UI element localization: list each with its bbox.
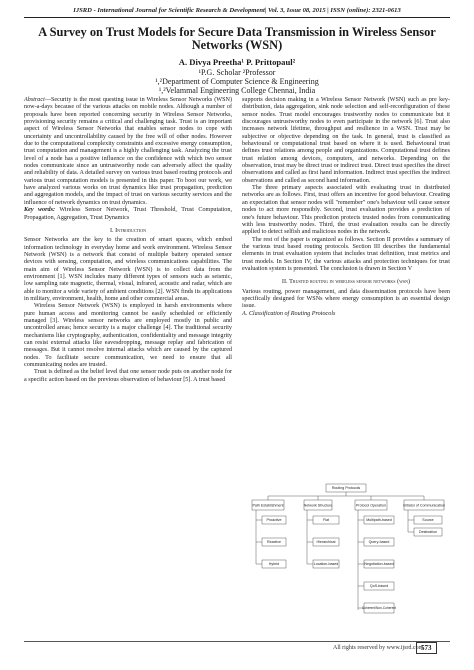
section-number: II. (281, 278, 290, 286)
section-title: Trusted routing in wireless sensor networks (wsn) (289, 278, 411, 286)
section-number: I. (109, 226, 116, 234)
routing-protocols-diagram (246, 483, 446, 615)
paragraph: supports decision making in a Wireless Sensor Network (WSN) such as pre key-distribution, data aggregation, sink node selection and self-reconfiguration of these sensor nodes. Trust model encourages trustworthy nodes to communicate but it discourages untrustworthy nodes to even participate in the network [6]. Trust also increases network lifetime, throughput and resilience in a WSN. Trust may be subjective or objective depending on the task. In general, trust is classified as behavioural or computational trust based on where it is used. Behavioural trust defines trust relations among people and organizations. Computational trust defines trust relation among devices, computers, and networks. Depending on the observation, trust may be direct trust or indirect trust. Direct trust specifies the direct observations and called as first hand information. Indirect trust specifies the indirect observations and called as second hand information. (242, 97, 450, 184)
affiliation-role: ¹P.G. Scholar ²Professor (198, 68, 276, 77)
affiliation-department: ¹,²Department of Computer Science & Engineering (155, 77, 319, 86)
diagram-item-multipath: Multipath-based (366, 518, 392, 523)
left-column (24, 97, 232, 384)
diagram-item-destination: Destination (419, 530, 437, 535)
diagram-item-hybrid: Hybrid (268, 562, 280, 567)
abstract-label: Abstract (24, 97, 45, 103)
paragraph: Various routing, power management, and data dissemination protocols have been specifically designed for WSNs where energy consumption is an essential design issue. (242, 288, 450, 310)
diagram-item-query-based: Query-based (368, 540, 390, 545)
keywords (24, 207, 232, 222)
paragraph: The three primary aspects associated with evaluating trust in distributed networks are as follows. First, trust offers an incentive for good behaviour. Creating an expectation that sensor nodes will "remember" one's behaviour will cause sensor nodes to act more responsibly. Second, trust evaluation provides a prediction of one's future behaviour. This prediction protects trusted nodes from communicating with less trustworthy nodes. Third, the trust evaluation results can be directly applied to detect selfish and malicious nodes in the network. (242, 185, 450, 236)
diagram-category-label: Initiator of Communication (403, 503, 445, 508)
diagram-item-qos-based: QoS-based (369, 584, 389, 589)
page-number: 573 (416, 642, 437, 654)
diagram-category-label: Network Structure (303, 503, 333, 508)
right-column (242, 97, 450, 318)
paragraph: Wireless Sensor Network (WSN) is employed in harsh environments where pure human access and monitoring cannot be easily scheduled or efficiently managed [3]. Wireless sensor networks are employed mostly in public and uncontrolled areas; hence security is a major challenge [4]. The traditional security mechanisms like cryptography, authentication, confidentiality and message integrity can resist external attacks like eavesdropping, message replay and fabrication of messages. But it cannot resolve internal attacks which are caused by the captured nodes. To facilitate secure communication, we need to ensure that all communicating nodes are trusted. (24, 303, 232, 369)
abstract (24, 97, 232, 207)
authors: A. Divya Preetha¹ P. Prittopaul² (178, 57, 296, 67)
diagram-category-label: Protocol Operation (356, 503, 386, 508)
diagram-item-coherent: Coherent/Non-Coherent (361, 606, 397, 611)
diagram-item-source: Source (422, 518, 434, 523)
diagram-category-label: Path Establishment (252, 503, 284, 508)
paper-title: A Survey on Trust Models for Secure Data Transmission in Wireless Sensor Networks (WSN) (38, 25, 436, 52)
diagram-item-hierarchical: Hierarchical (316, 540, 336, 545)
diagram-item-proactive: Proactive (266, 518, 282, 523)
affiliation-college: ¹,²Velammal Engineering College Chennai, India (158, 86, 316, 95)
abstract-text: —Security is the most questing issue in Wireless Sensor Networks (WSN) now-a-days because of the various attacks on mobile nodes. Although a number of proposals have been reported concerning security in Wireless Sensor Networks, provisioning security remains a critical and challenging task. Trust is an important aspect of Wireless Sensor Networks that enables sensor nodes to cope with uncertainty and uncontrollability caused by the free will of other nodes. However due to the computational complexity constraints and excessive energy consumption, trust computation and management is a highly challenging task. Analyzing the trust level of a node has a positive influence on the confidence with which two sensor nodes communicate since an untrustworthy node can adversely affect the quality and reliability of data. A detailed survey on various trust based routing protocols and various trust computation models is presented in this paper. To boot our work, we have analyzed various works on trust dynamics like trust propagation, prediction and aggregation models, and the impact of trust on various security services and the influence of network dynamics on trust dynamics. (24, 97, 232, 206)
keywords-label: Key words: (24, 207, 56, 214)
journal-header: IJSRD - International Journal for Scientific Research & Development| Vol. 3, Issue 08, 2015 | ISSN (online): 2321-0613 (73, 7, 401, 14)
diagram-item-location-based: Location-based (313, 562, 339, 567)
paragraph: Sensor Networks are the key to the creation of smart spaces, which embed information technology in everyday home and work environment. Wireless Sensor Network (WSN) is a network that consist of multiple battery operated sensor devices with sensing, computation, and wireless communications capabilities. The main aim of Wireless Sensor Network (WSN) is to collect data from the environment [1]. WSN includes many different types of sensors such as seismic, low sampling rate magnetic, thermal, visual, infrared, acoustic and radar, which are able to monitor a wide variety of ambient conditions [2]. WSN finds its applications in military, environment, health, home and other commercial areas. (24, 237, 232, 302)
footer-text: All rights reserved by www.ijsrd.com (333, 645, 424, 651)
paragraph: The rest of the paper is organized as follows. Section II provides a summary of the various trust based routing protocols. Section III describes the fundamental elements in trust evaluation system that includes trust definition, trust metrics and trust models. In Section IV, the various attacks and protection techniques for trust evaluation system is presented. The conclusion is drawn in Section V (242, 236, 450, 272)
diagram-item-flat: Flat (323, 518, 329, 523)
section-heading-introduction (24, 227, 232, 234)
header-rule (24, 17, 450, 18)
keywords-text: Wireless Sensor Network, Trust Threshold, Trust Computation, Propagation, Aggregation, Trust Dynamics (24, 207, 232, 221)
subsection-heading: A. Classification of Routing Protocols (242, 310, 336, 317)
diagram-item-reactive: Reactive (267, 540, 281, 545)
diagram-root-label: Routing Protocols (331, 486, 361, 491)
section-title: Introduction (115, 226, 147, 234)
section-heading-routing (242, 278, 450, 285)
diagram-item-negotiation-based: Negotiation-based (364, 562, 394, 567)
paragraph: Trust is defined as the belief level that one sensor node puts on another node for a specific action based on the previous observation of behaviour [5]. A trust based (24, 369, 232, 383)
footer-rule (24, 641, 450, 642)
